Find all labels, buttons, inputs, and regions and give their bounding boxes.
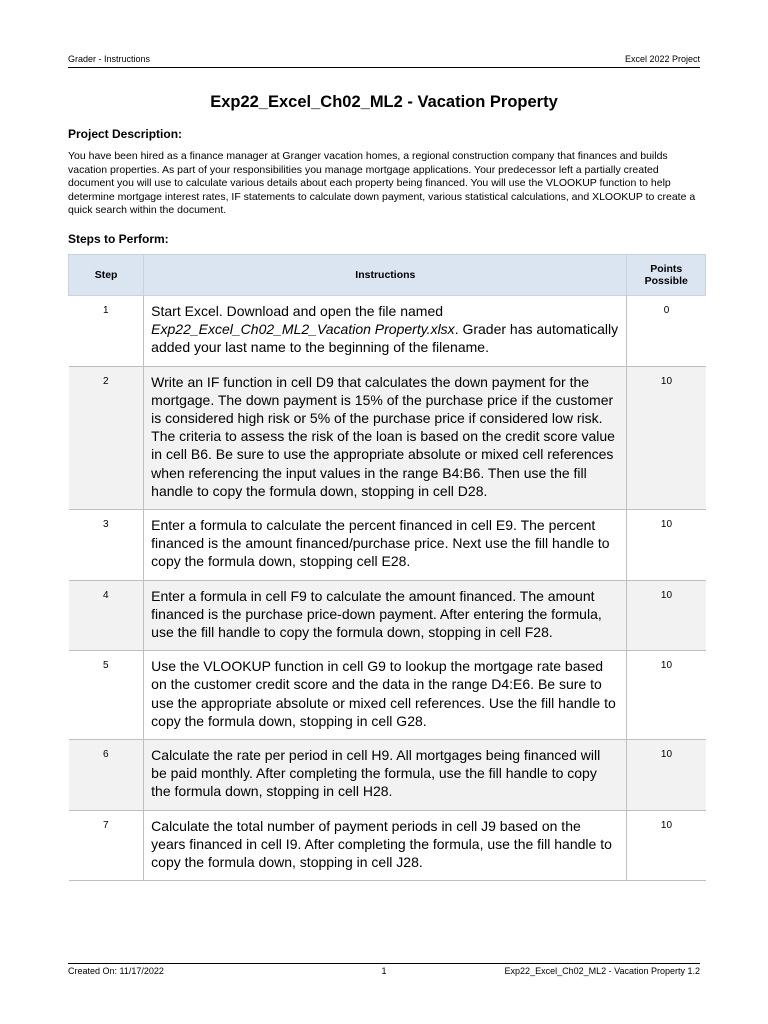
step-instruction (144, 296, 627, 367)
table-row (69, 810, 706, 881)
step-instruction: Write an IF function in cell D9 that calculates the down payment for the mortgage. The down payment is 15% of the purchase price if the customer is considered high risk or 5% of the purchase price if considered low risk. The criteria to assess the risk of the loan is based on the credit score value in cell B6. Be sure to use the appropriate absolute or mixed cell references when referencing the input values in the range B4:B6. Then use the fill handle to copy the formula down, stopping in cell D28. (144, 366, 627, 509)
step-points: 10 (627, 510, 706, 581)
table-row (69, 510, 706, 581)
steps-table (68, 254, 706, 881)
table-row (69, 296, 706, 367)
instruction-filename: Exp22_Excel_Ch02_ML2_Vacation Property.xlsx (151, 321, 455, 338)
page-title: Exp22_Excel_Ch02_ML2 - Vacation Property (210, 93, 558, 111)
footer-page-number: 1 (381, 966, 387, 976)
steps-heading: Steps to Perform: (68, 232, 169, 246)
project-description-text: You have been hired as a finance manager at Granger vacation homes, a regional construction company that finances and builds vacation properties. As part of your responsibilities you manage mortgage applications. Your predecessor left a partially created document you will use to calculate various details about each property being financed. You will use the VLOOKUP function to help determine mortgage interest rates, IF statements to calculate down payment, various statistical calculations, and XLOOKUP to create a quick search within the document. (68, 150, 696, 217)
column-header-step: Step (69, 255, 144, 296)
footer-divider (68, 963, 700, 964)
step-number: 2 (69, 366, 144, 509)
step-number: 1 (69, 296, 144, 367)
header-left: Grader - Instructions (68, 54, 151, 64)
footer-created-on: Created On: 11/17/2022 (68, 966, 164, 976)
step-instruction: Use the VLOOKUP function in cell G9 to lookup the mortgage rate based on the customer credit score and the data in the range D4:E6. Be sure to use the appropriate absolute or mixed cell references. Use the fill handle to copy the formula down, stopping in cell G28. (144, 651, 627, 740)
step-instruction: Calculate the total number of payment periods in cell J9 based on the years financed in cell I9. After completing the formula, use the fill handle to copy the formula down, stopping in cell J28. (144, 810, 627, 881)
table-row (69, 580, 706, 651)
project-description-heading: Project Description: (68, 127, 183, 141)
instruction-text: Start Excel. Download and open the file named (151, 303, 444, 319)
column-header-instructions: Instructions (144, 255, 627, 296)
step-number: 7 (69, 810, 144, 881)
table-row (69, 366, 706, 509)
step-points: 10 (627, 651, 706, 740)
header-divider (68, 67, 700, 68)
step-number: 6 (69, 740, 144, 811)
step-points: 0 (627, 296, 706, 367)
step-instruction: Enter a formula in cell F9 to calculate the amount financed. The amount financed is the purchase price-down payment. After entering the formula, use the fill handle to copy the formula down, stopping in cell F28. (144, 580, 627, 651)
step-points: 10 (627, 580, 706, 651)
points-header-line1: Points (650, 263, 683, 275)
step-points: 10 (627, 740, 706, 811)
column-header-points (627, 255, 706, 296)
step-instruction: Enter a formula to calculate the percent financed in cell E9. The percent financed is the amount financed/purchase price. Next use the fill handle to copy the formula down, stopping cell E28. (144, 510, 627, 581)
instruction-text: . Grader has automatically added your last name to the beginning of the filename. (151, 321, 619, 356)
step-number: 3 (69, 510, 144, 581)
step-number: 4 (69, 580, 144, 651)
table-row (69, 740, 706, 811)
step-points: 10 (627, 810, 706, 881)
table-row (69, 651, 706, 740)
header-right: Excel 2022 Project (624, 54, 700, 64)
step-instruction: Calculate the rate per period in cell H9. All mortgages being financed will be paid monthly. After completing the formula, use the fill handle to copy the formula down, stopping in cell H28. (144, 740, 627, 811)
footer-document-name: Exp22_Excel_Ch02_ML2 - Vacation Property 1.2 (504, 966, 700, 976)
step-points: 10 (627, 366, 706, 509)
table-header-row (69, 255, 706, 296)
step-number: 5 (69, 651, 144, 740)
points-header-line2: Possible (644, 275, 688, 287)
